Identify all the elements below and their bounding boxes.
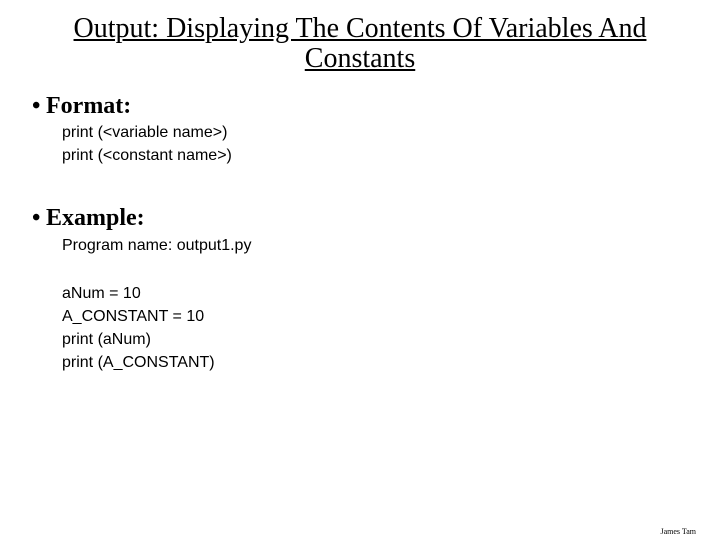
footer-author: James Tam — [660, 527, 696, 536]
format-line: print (<variable name>) — [62, 124, 228, 141]
format-line: print (<constant name>) — [62, 147, 232, 164]
code-line: A_CONSTANT = 10 — [62, 308, 205, 325]
bullet-dot-icon: • — [32, 205, 41, 231]
code-line: aNum = 10 — [62, 285, 141, 302]
example-bullet — [32, 205, 145, 231]
example-heading: Example: — [46, 205, 145, 231]
slide-title-line-2: Constants — [304, 43, 416, 74]
bullet-dot-icon: • — [32, 93, 41, 119]
program-name-line: Program name: output1.py — [62, 237, 252, 254]
code-line: print (A_CONSTANT) — [62, 354, 215, 371]
slide-title — [0, 14, 720, 74]
example-program-name — [62, 234, 251, 257]
format-heading: Format: — [46, 93, 132, 119]
format-bullet — [32, 93, 131, 119]
example-code — [62, 282, 215, 374]
format-lines — [62, 121, 232, 167]
code-line: print (aNum) — [62, 331, 151, 348]
slide-title-line-1: Output: Displaying The Contents Of Variables And — [73, 13, 647, 44]
